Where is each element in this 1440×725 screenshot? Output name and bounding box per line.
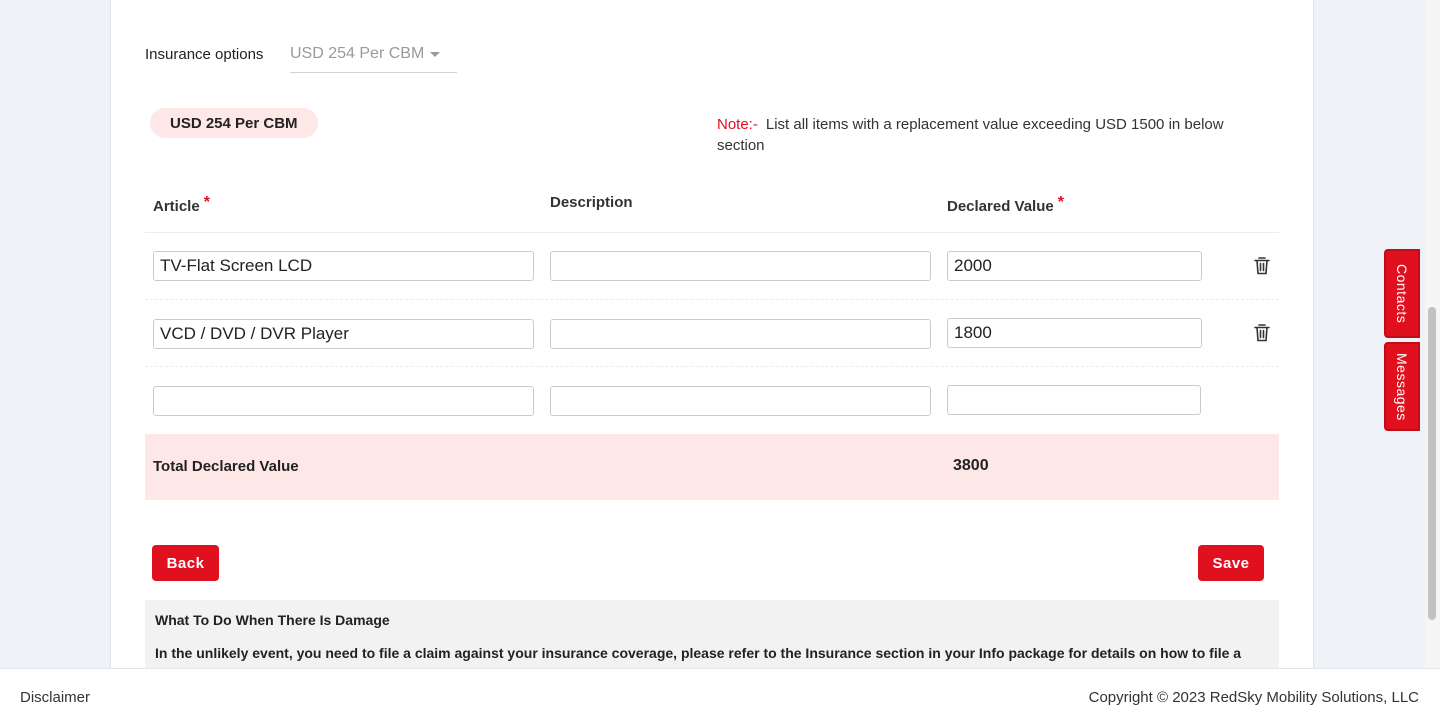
- table-header: [145, 186, 1279, 233]
- column-header-description: [550, 194, 633, 211]
- description-input[interactable]: [550, 386, 931, 416]
- insurance-options-label: Insurance options: [145, 46, 264, 63]
- total-value: 3800: [953, 457, 989, 474]
- declared-value-input[interactable]: [947, 318, 1202, 348]
- messages-tab-label: Messages: [1394, 352, 1410, 421]
- selected-plan-badge: USD 254 Per CBM: [150, 108, 318, 138]
- contacts-tab-label: Contacts: [1394, 263, 1410, 324]
- insurance-options-row: [145, 36, 457, 73]
- save-button[interactable]: Save: [1198, 545, 1264, 581]
- footer: [0, 668, 1440, 725]
- article-input[interactable]: [153, 319, 534, 349]
- damage-info-panel: [145, 600, 1279, 668]
- damage-info-text: In the unlikely event, you need to file a claim against your insurance coverage, please refer to the Insurance section in your Info package for details on how to file a: [155, 645, 1242, 661]
- scrollbar-thumb[interactable]: [1428, 307, 1436, 620]
- description-input[interactable]: [550, 251, 931, 281]
- note-text: [717, 114, 1262, 156]
- table-row: [145, 300, 1279, 367]
- table-row: [145, 367, 1279, 434]
- caret-down-icon: [430, 52, 440, 57]
- vertical-scrollbar[interactable]: [1425, 0, 1440, 668]
- column-header-declared-value: [947, 194, 1064, 215]
- trash-icon[interactable]: [1254, 257, 1270, 275]
- article-input[interactable]: [153, 251, 534, 281]
- description-input[interactable]: [550, 319, 931, 349]
- description-header-label: Description: [550, 194, 633, 211]
- disclaimer-link[interactable]: Disclaimer: [20, 689, 91, 706]
- total-row: [145, 434, 1279, 500]
- messages-tab[interactable]: [1384, 342, 1420, 431]
- back-button[interactable]: Back: [152, 545, 219, 581]
- note-body: List all items with a replacement value exceeding USD 1500 in below section: [717, 116, 1224, 154]
- contacts-tab[interactable]: [1384, 249, 1420, 338]
- article-header-label: Article: [153, 198, 200, 215]
- note-label: Note:-: [717, 116, 758, 133]
- declared-value-input[interactable]: [947, 385, 1201, 415]
- copyright-text: Copyright © 2023 RedSky Mobility Solutions, LLC: [1088, 689, 1419, 706]
- table-row: [145, 233, 1279, 300]
- total-label: Total Declared Value: [153, 458, 299, 475]
- insurance-options-value: USD 254 Per CBM: [290, 45, 425, 62]
- required-mark: *: [1057, 194, 1064, 211]
- required-mark: *: [203, 194, 210, 211]
- column-header-article: [153, 194, 210, 215]
- insurance-options-select[interactable]: [290, 36, 457, 73]
- damage-info-title: What To Do When There Is Damage: [155, 612, 390, 628]
- declared-value-header-label: Declared Value: [947, 198, 1054, 215]
- declared-value-input[interactable]: [947, 251, 1202, 281]
- article-input[interactable]: [153, 386, 534, 416]
- trash-icon[interactable]: [1254, 324, 1270, 342]
